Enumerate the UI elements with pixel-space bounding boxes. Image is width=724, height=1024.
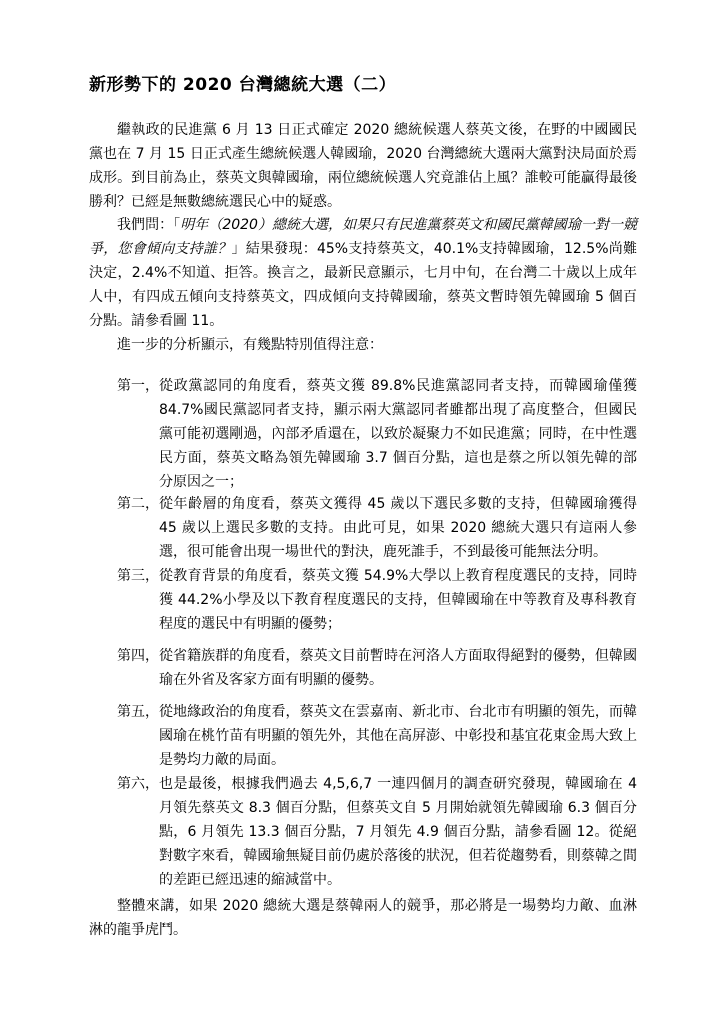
- list-item-ordinal: 第二，: [117, 496, 159, 512]
- survey-question-quote: 明年（2020）總統大選，如果只有民進黨蔡英文和國民黨韓國瑜一對一競爭，您會傾向支持誰？: [89, 217, 637, 257]
- list-item-fourth: [117, 644, 637, 692]
- list-item-third: [117, 564, 637, 636]
- list-item-ordinal: 第六，: [117, 776, 159, 792]
- list-item-ordinal: 第五，: [117, 704, 159, 720]
- list-item-fifth: [117, 700, 637, 772]
- list-item-text: 從地緣政治的角度看，蔡英文在雲嘉南、新北市、台北市有明顯的領先，而韓國瑜在桃竹苗有明顯的領先外，其他在高屏澎、中彰投和基宜花東金馬大致上是勢均力敵的局面。: [159, 704, 637, 768]
- list-item-text: 從教育背景的角度看，蔡英文獲 54.9%大學以上教育程度選民的支持，同時獲 44.2%小學及以下教育程度選民的支持，但韓國瑜在中等教育及專科教育程度的選民中有明顯的優勢；: [159, 568, 637, 632]
- paragraph-analysis-intro: 進一步的分析顯示，有幾點特別值得注意：: [117, 337, 383, 353]
- paragraph-conclusion: 整體來講，如果 2020 總統大選是蔡韓兩人的競爭，那必將是一場勢均力敵、血淋淋的龍爭虎鬥。: [89, 898, 637, 938]
- list-item-first: [117, 374, 637, 494]
- list-item-text: 從年齡層的角度看，蔡英文獲得 45 歲以下選民多數的支持，但韓國瑜獲得 45 歲以上選民多數的支持。由此可見，如果 2020 總統大選只有這兩人參選，很可能會出現一場世代的對決，鹿死誰手，不到最後可能無法分明。: [159, 496, 637, 560]
- list-item-second: [117, 492, 637, 564]
- list-item-text: 從政黨認同的角度看，蔡英文獲 89.8%民進黨認同者支持，而韓國瑜僅獲 84.7%國民黨認同者支持，顯示兩大黨認同者雖都出現了高度整合，但國民黨可能初選剛過，內部矛盾還在，以致於凝聚力不如民進黨；同時，在中性選民方面，蔡英文略為領先韓國瑜 3.7 個百分點，這也是蔡之所以領先韓的部分原因之一；: [159, 378, 637, 490]
- list-item-text: 也是最後，根據我們過去 4,5,6,7 一連四個月的調查研究發現，韓國瑜在 4 月領先蔡英文 8.3 個百分點，但蔡英文自 5 月開始就領先韓國瑜 6.3 個百分點，6 月領先 13.3 個百分點，7 月領先 4.9 個百分點，請參看圖 12。從絕對數字來看，韓國瑜無疑目前仍處於落後的狀況，但若從趨勢看，則蔡韓之間的差距已經迅速的縮減當中。: [159, 776, 637, 888]
- list-item-ordinal: 第三，: [117, 568, 159, 584]
- paragraph-survey-lead: 我們問：「: [117, 217, 181, 233]
- paragraph-survey-question: [89, 213, 637, 333]
- paragraph-intro: 繼執政的民進黨 6 月 13 日正式確定 2020 總統候選人蔡英文後，在野的中國國民黨也在 7 月 15 日正式產生總統候選人韓國瑜，2020 台灣總統大選兩大黨對決局面於焉成形。到目前為止，蔡英文與韓國瑜，兩位總統候選人究竟誰佔上風？誰較可能贏得最後勝利？已經是無數總統選民心中的疑惑。: [89, 122, 637, 210]
- list-item-ordinal: 第四，: [117, 648, 159, 664]
- list-item-sixth: [117, 772, 637, 892]
- document-title: 新形勢下的 2020 台灣總統大選（二）: [89, 75, 397, 95]
- paragraph-survey-result: 」結果發現：45%支持蔡英文，40.1%支持韓國瑜，12.5%尚難決定，2.4%不知道、拒答。換言之，最新民意顯示，七月中旬，在台灣二十歲以上成年人中，有四成五傾向支持蔡英文，四成傾向支持韓國瑜，蔡英文暫時領先韓國瑜 5 個百分點。請參看圖 11。: [89, 241, 637, 329]
- list-item-ordinal: 第一，: [117, 378, 159, 394]
- list-item-text: 從省籍族群的角度看，蔡英文目前暫時在河洛人方面取得絕對的優勢，但韓國瑜在外省及客家方面有明顯的優勢。: [159, 648, 637, 688]
